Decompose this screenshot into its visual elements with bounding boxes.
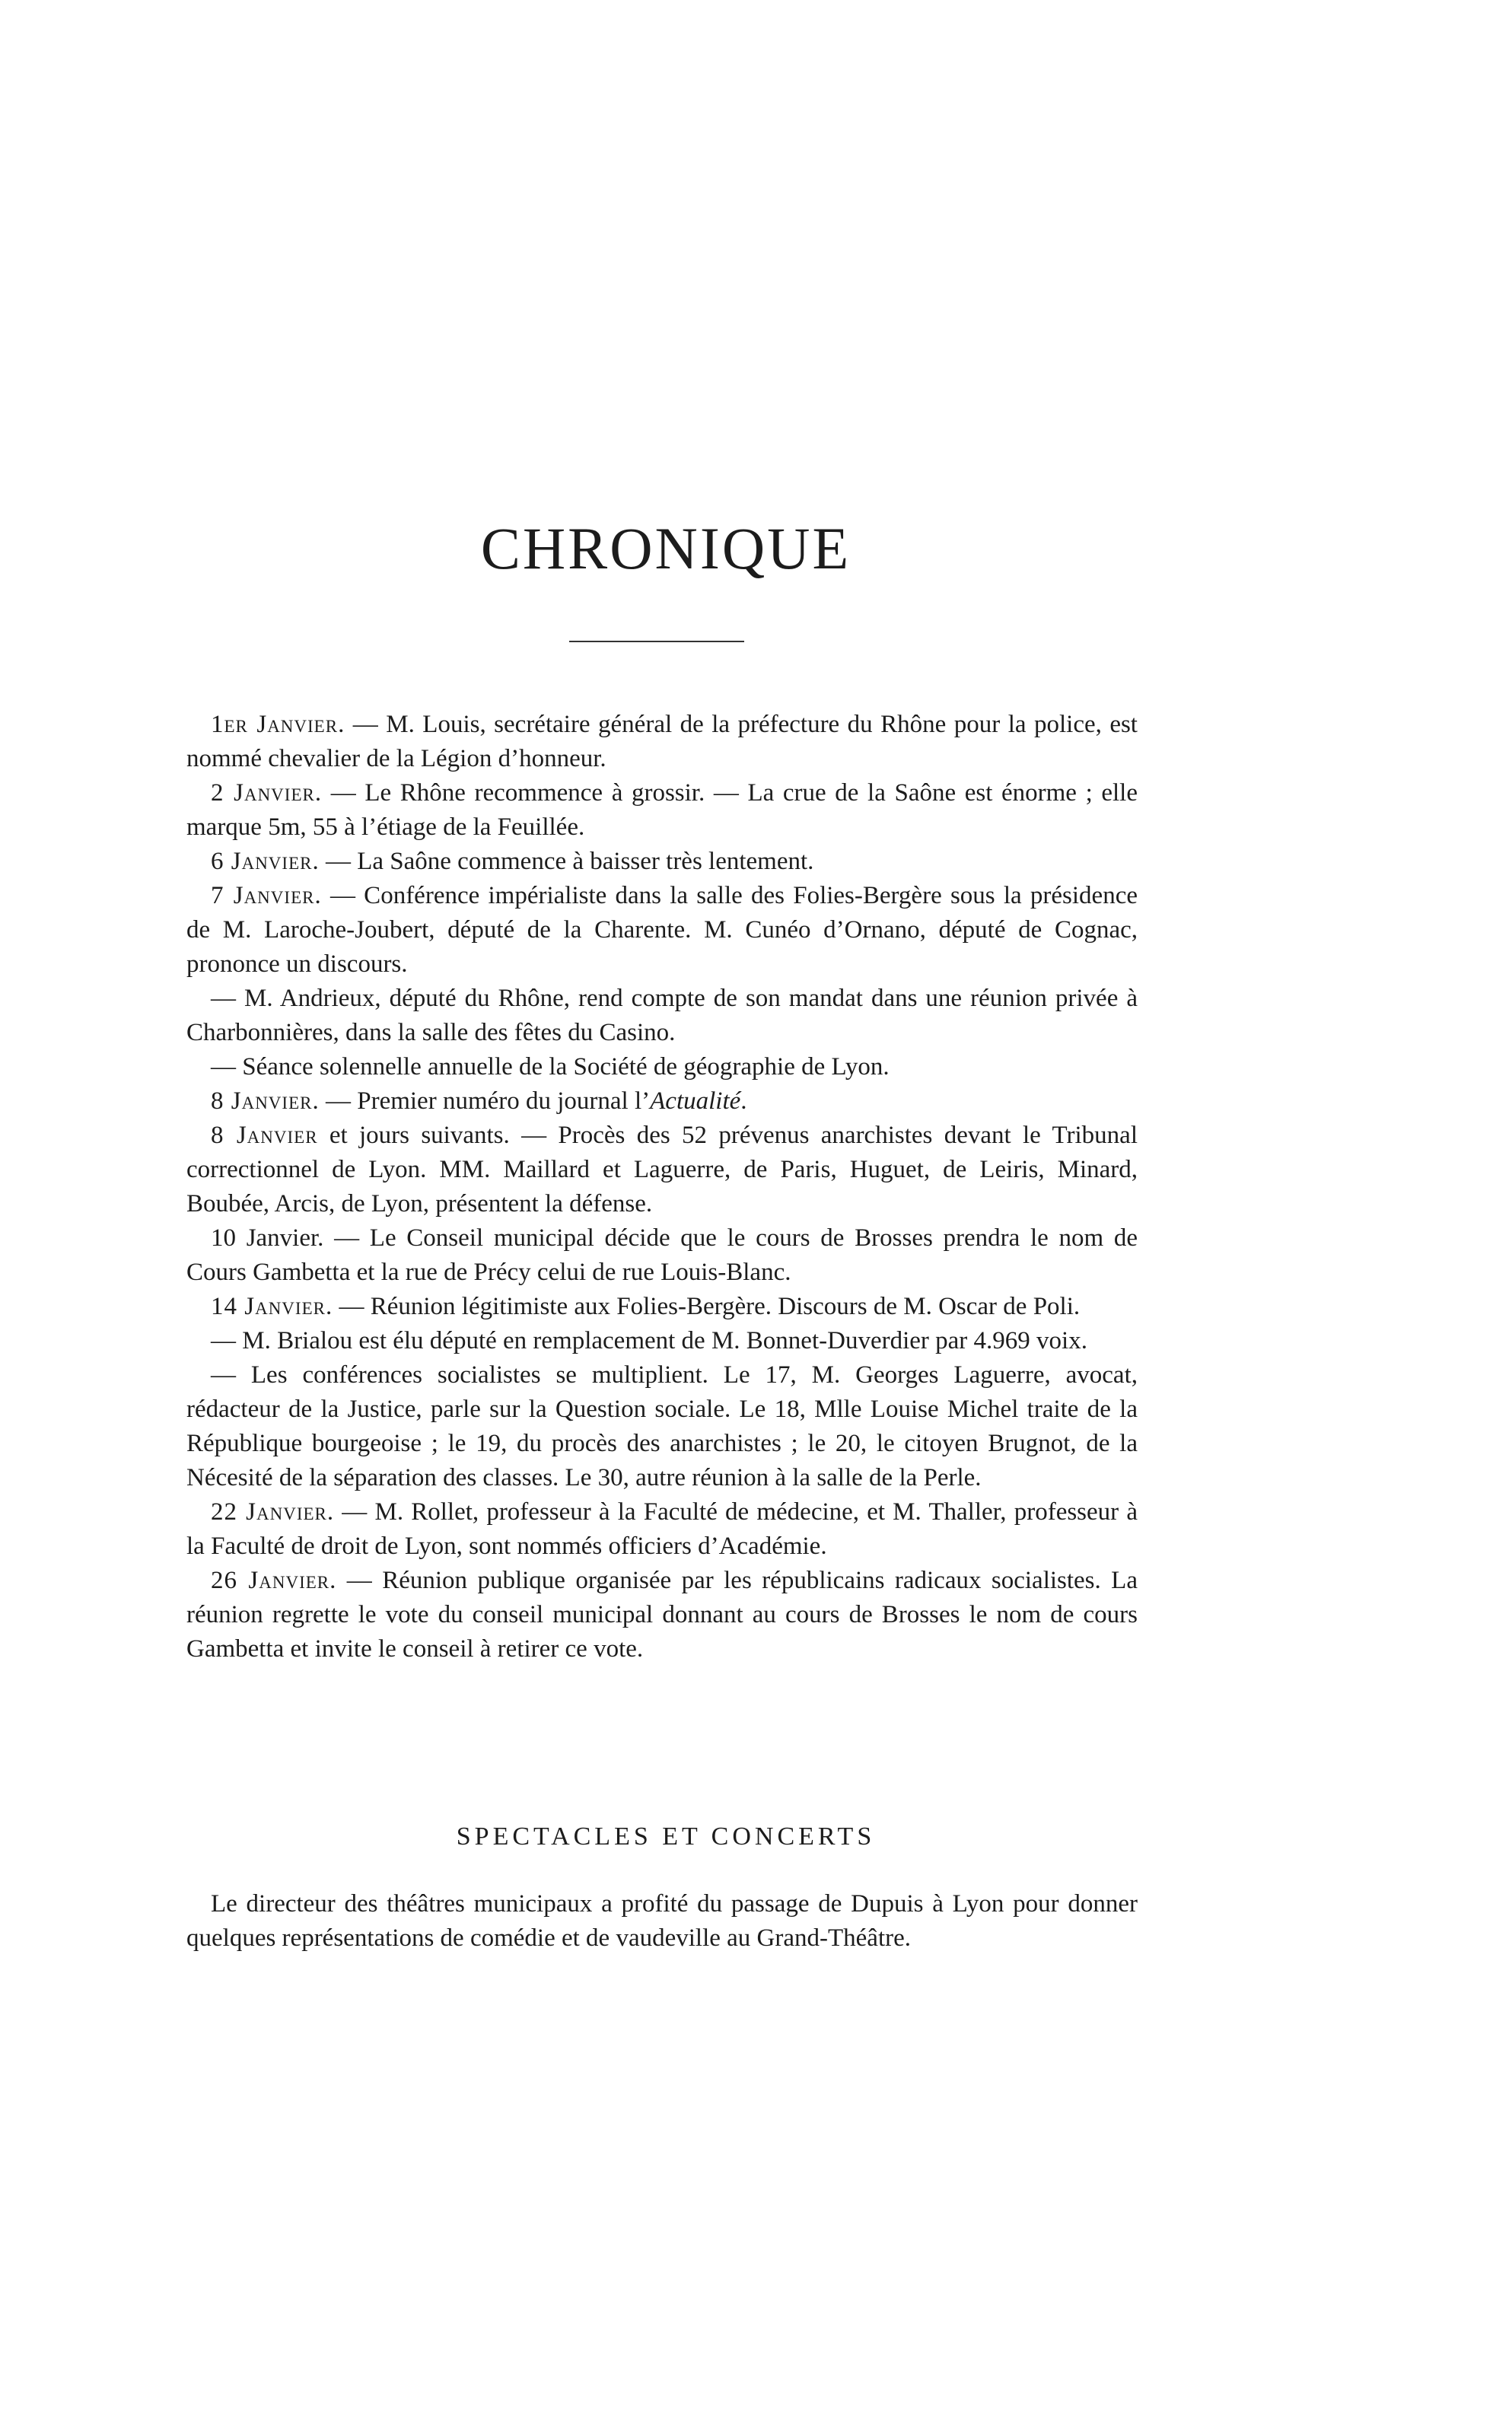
entry-text: — Séance solennelle annuelle de la Société de géographie de Lyon. bbox=[211, 1053, 890, 1081]
entry-text: — Conférence impérialiste dans la salle des Folies-Bergère sous la présidence de M. Laroche-Joubert, député de la Charente. M. Cunéo d’Ornano, député de Cognac, prononce un discours. bbox=[186, 882, 1138, 978]
entry-paragraph bbox=[186, 845, 1138, 879]
entry-date: 1er Janvier. bbox=[211, 711, 345, 738]
entry-text-end: . bbox=[740, 1087, 747, 1115]
entry-text: — M. Andrieux, député du Rhône, rend compte de son mandat dans une réunion privée à Charbonnières, dans la salle des fêtes du Casino. bbox=[186, 985, 1138, 1046]
section-title: SPECTACLES ET CONCERTS bbox=[456, 1822, 876, 1851]
entry-date: 22 Janvier. bbox=[211, 1498, 335, 1526]
entry-paragraph bbox=[186, 708, 1138, 776]
entry-date: 8 Janvier. bbox=[211, 1087, 320, 1115]
entry-text: — Premier numéro du journal l’ bbox=[319, 1087, 651, 1115]
entry-text: — M. Louis, secrétaire général de la préfecture du Rhône pour la police, est nommé chevalier de la Légion d’honneur. bbox=[186, 711, 1138, 772]
entry-paragraph bbox=[186, 1324, 1138, 1358]
entry-paragraph bbox=[186, 1564, 1138, 1666]
entry-date: 8 Janvier bbox=[211, 1122, 318, 1149]
entry-paragraph bbox=[186, 1221, 1138, 1290]
entry-text: — M. Rollet, professeur à la Faculté de médecine, et M. Thaller, professeur à la Faculté de droit de Lyon, sont nommés officiers d’Académie. bbox=[186, 1498, 1138, 1560]
section-body bbox=[186, 1887, 1138, 1956]
chronicle-entries bbox=[186, 708, 1138, 1666]
title-divider bbox=[569, 641, 744, 642]
entry-paragraph bbox=[186, 879, 1138, 982]
entry-paragraph bbox=[186, 982, 1138, 1050]
entry-text: — La Saône commence à baisser très lentement. bbox=[319, 848, 814, 875]
entry-paragraph bbox=[186, 1119, 1138, 1221]
entry-text: — Réunion légitimiste aux Folies-Bergère. Discours de M. Oscar de Poli. bbox=[333, 1293, 1081, 1320]
entry-paragraph bbox=[186, 1290, 1138, 1324]
entry-text: — Réunion publique organisée par les républicains radicaux socialistes. La réunion regrette le vote du conseil municipal donnant au cours de Brosses le nom de cours Gambetta et invite le conseil à retirer ce vote. bbox=[186, 1567, 1138, 1663]
page-title: CHRONIQUE bbox=[480, 515, 851, 581]
entry-text: — Le Rhône recommence à grossir. — La crue de la Saône est énorme ; elle marque 5m, 55 à l’étiage de la Feuillée. bbox=[186, 779, 1138, 841]
journal-name: Actualité bbox=[650, 1087, 741, 1115]
entry-paragraph bbox=[186, 1050, 1138, 1084]
entry-text: et jours suivants. — Procès des 52 prévenus anarchistes devant le Tribunal correctionnel de Lyon. MM. Maillard et Laguerre, de Paris, Huguet, de Leiris, Minard, Boubée, Arcis, de Lyon, présentent la défense. bbox=[186, 1122, 1138, 1218]
entry-date: 14 Janvier. bbox=[211, 1293, 333, 1320]
entry-paragraph bbox=[186, 1358, 1138, 1495]
entry-paragraph bbox=[186, 1084, 1138, 1119]
section-paragraph: Le directeur des théâtres municipaux a profité du passage de Dupuis à Lyon pour donner quelques représentations de comédie et de vaudeville au Grand-Théâtre. bbox=[186, 1890, 1138, 1952]
entry-text: — M. Brialou est élu député en remplacement de M. Bonnet-Duverdier par 4.969 voix. bbox=[211, 1327, 1087, 1354]
entry-text: — Les conférences socialistes se multiplient. Le 17, M. Georges Laguerre, avocat, rédacteur de la Justice, parle sur la Question sociale. Le 18, Mlle Louise Michel traite de la République bourgeoise ; le 19, du procès des anarchistes ; le 20, le citoyen Brugnot, de la Nécesité de la séparation des classes. Le 30, autre réunion à la salle de la Perle. bbox=[186, 1361, 1138, 1491]
entry-date: 26 Janvier. bbox=[211, 1567, 337, 1594]
entry-text: 10 Janvier. — Le Conseil municipal décide que le cours de Brosses prendra le nom de Cours Gambetta et la rue de Précy celui de rue Louis-Blanc. bbox=[186, 1224, 1138, 1286]
entry-date: 6 Janvier. bbox=[211, 848, 320, 875]
entry-paragraph bbox=[186, 1495, 1138, 1564]
entry-date: 2 Janvier. bbox=[211, 779, 323, 807]
entry-date: 7 Janvier. bbox=[211, 882, 322, 909]
entry-paragraph bbox=[186, 776, 1138, 845]
